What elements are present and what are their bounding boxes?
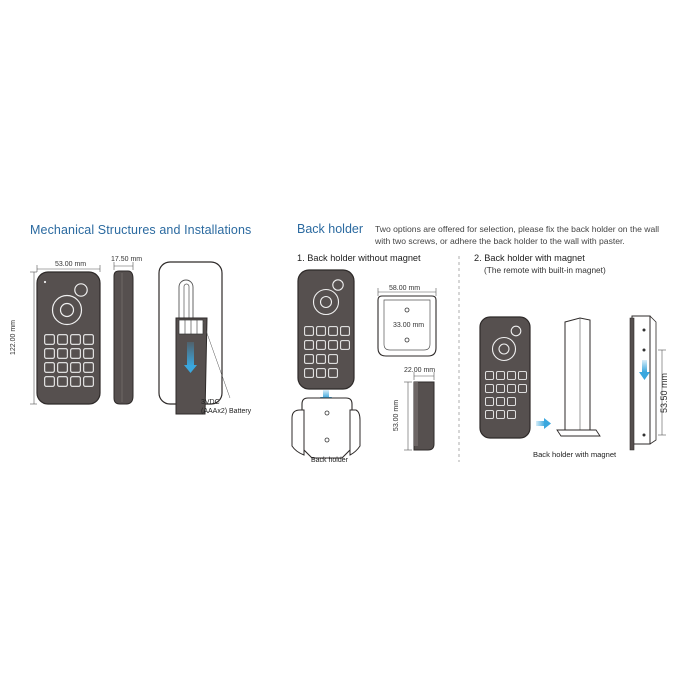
dim-holder-screw-spacing: 33.00 mm [393,322,425,329]
battery-label-line2: (AAAx2) Battery [201,408,252,415]
remote-front-view [30,265,100,404]
dim-magnet-height: 53.50 mm [659,372,670,414]
option2-subtitle: (The remote with built-in magnet) [484,265,606,275]
dim-remote-depth: 17.50 mm [111,256,143,263]
option1-back-holder [292,398,360,458]
back-holder-title: Back holder [297,222,364,236]
option1-holder-side [404,372,434,450]
option2-title: 2. Back holder with magnet [474,253,585,263]
dim-remote-height: 122.00 mm [10,319,18,356]
option1-caption: Back holder [311,457,348,464]
remote-side-view [114,262,133,404]
dim-holder-depth: 22.00 mm [404,367,436,374]
option2-caption: Back holder with magnet [533,450,617,459]
battery-label-line1: 3VDC [201,399,220,406]
back-holder-description-line1: Two options are offered for selection, please fix the back holder on the wall [375,224,660,234]
option1-remote [298,270,354,404]
dim-holder-width: 58.00 mm [389,285,421,292]
back-holder-description-line2: with two screws, or adhere the back holder to the wall with paster. [375,236,625,246]
option2-remote [480,317,551,438]
remote-back-view [159,262,230,414]
mechanical-title: Mechanical Structures and Installations [30,223,252,237]
option1-title: 1. Back holder without magnet [297,253,421,263]
dim-holder-height: 53.00 mm [393,399,401,432]
option2-magnet-holder [557,318,600,436]
dim-remote-width: 53.00 mm [55,261,87,268]
